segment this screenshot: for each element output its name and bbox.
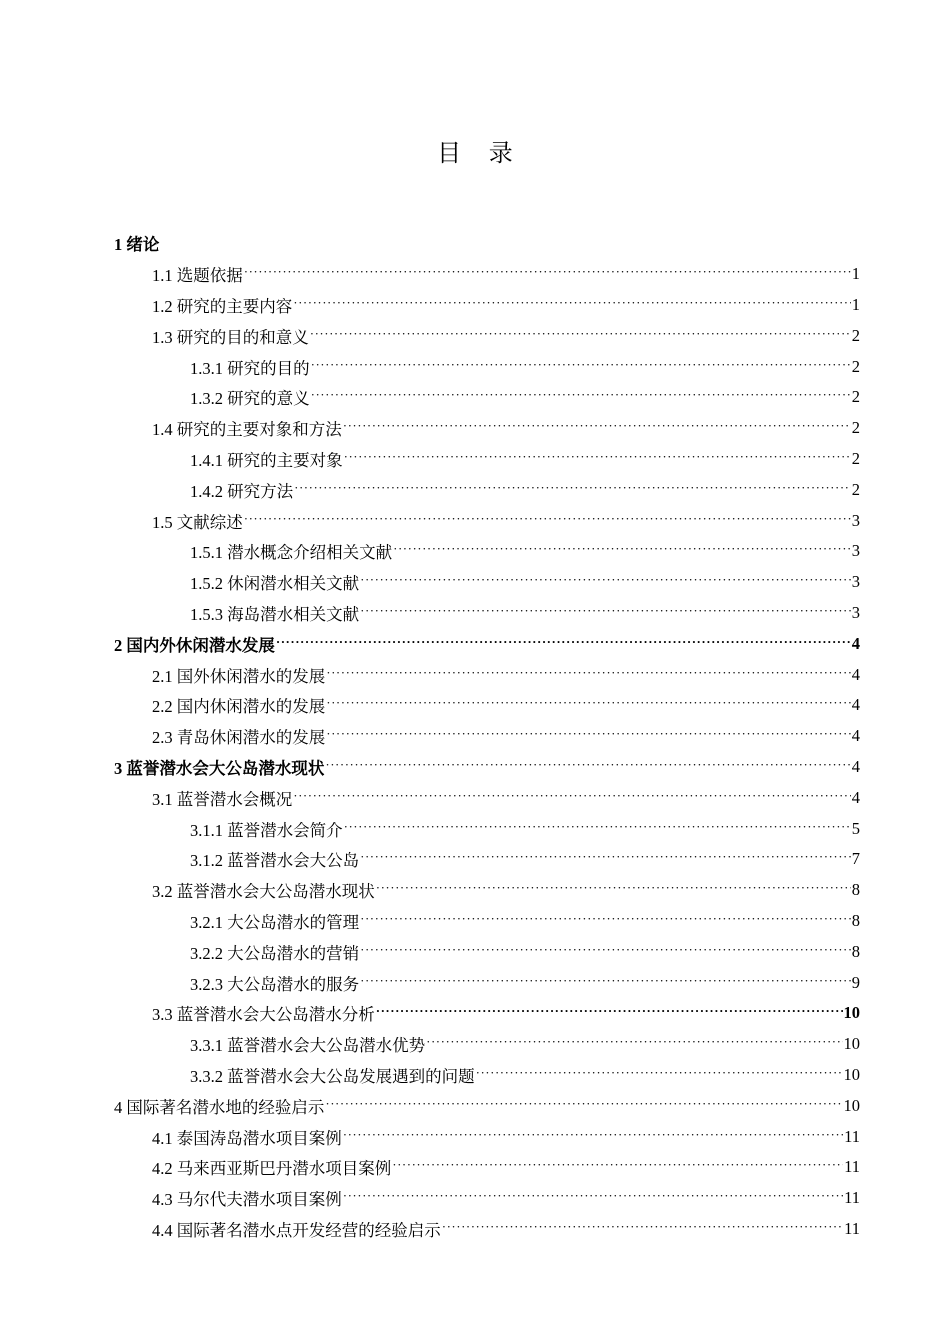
toc-dot-leader (310, 326, 851, 342)
toc-entry[interactable] (114, 906, 860, 937)
toc-entry-page: 11 (844, 1157, 860, 1177)
toc-dot-leader (326, 695, 851, 711)
toc-entry[interactable] (114, 628, 860, 659)
toc-dot-leader (343, 1188, 843, 1204)
toc-dot-leader (244, 264, 851, 280)
toc-entry-page: 4 (851, 787, 860, 807)
toc-entry-page: 4 (851, 726, 860, 746)
toc-entry-page: 7 (851, 849, 860, 869)
toc-entry-label: 1.5.3 海岛潜水相关文献 (190, 604, 360, 624)
toc-entry-page: 10 (843, 1003, 860, 1023)
toc-entry-label: 3.1.1 蓝誉潜水会简介 (190, 820, 343, 840)
toc-entry[interactable] (114, 351, 860, 382)
toc-entry[interactable] (114, 721, 860, 752)
toc-entry-label: 2.1 国外休闲潜水的发展 (152, 666, 326, 686)
toc-entry-page: 8 (851, 910, 860, 930)
toc-dot-leader (343, 418, 851, 434)
toc-dot-leader (360, 603, 851, 619)
toc-entry-page: 5 (851, 818, 860, 838)
toc-entry[interactable] (114, 936, 860, 967)
toc-entry[interactable] (114, 1121, 860, 1152)
toc-entry[interactable] (114, 259, 860, 290)
toc-entry[interactable] (114, 382, 860, 413)
toc-entry-label: 2.3 青岛休闲潜水的发展 (152, 728, 326, 748)
toc-entry-page: 10 (843, 1064, 860, 1084)
toc-entry[interactable] (114, 505, 860, 536)
toc-entry-page: 2 (851, 325, 860, 345)
toc-entry-label: 1.4.1 研究的主要对象 (190, 450, 343, 470)
toc-dot-leader (442, 1219, 843, 1235)
toc-entry[interactable] (114, 690, 860, 721)
toc-entry-page: 9 (851, 972, 860, 992)
toc-entry-label: 4.1 泰国涛岛潜水项目案例 (152, 1128, 342, 1148)
toc-dot-leader (294, 480, 851, 496)
toc-entry[interactable] (114, 998, 860, 1029)
toc-dot-leader (344, 449, 851, 465)
toc-dot-leader (360, 973, 851, 989)
toc-entry[interactable] (114, 659, 860, 690)
toc-entry[interactable] (114, 1090, 860, 1121)
toc-dot-leader (293, 295, 851, 311)
toc-dot-leader (360, 849, 851, 865)
toc-dot-leader (426, 1034, 842, 1050)
toc-entry-label: 4 国际著名潜水地的经验启示 (114, 1097, 325, 1117)
toc-entry-label: 4.4 国际著名潜水点开发经营的经验启示 (152, 1220, 441, 1240)
toc-entry-page: 1 (851, 264, 860, 284)
toc-entry[interactable] (114, 598, 860, 629)
toc-entry[interactable] (114, 290, 860, 321)
toc-entry-label: 2.2 国内休闲潜水的发展 (152, 697, 326, 717)
toc-entry-label: 3.3.1 蓝誉潜水会大公岛潜水优势 (190, 1036, 426, 1056)
toc-entry[interactable] (114, 1214, 860, 1245)
toc-entry-label: 3.3.2 蓝誉潜水会大公岛发展遇到的问题 (190, 1066, 475, 1086)
toc-entry-label: 3.2.3 大公岛潜水的服务 (190, 974, 360, 994)
toc-entry[interactable] (114, 1029, 860, 1060)
toc-dot-leader (343, 1127, 843, 1143)
toc-entry[interactable] (114, 752, 860, 783)
toc-entry-label: 1.4 研究的主要对象和方法 (152, 420, 342, 440)
toc-entry[interactable] (114, 782, 860, 813)
toc-dot-leader (311, 357, 851, 373)
toc-entry-page: 2 (851, 448, 860, 468)
toc-entry-label: 1.1 选题依据 (152, 266, 243, 286)
toc-dot-leader (344, 819, 851, 835)
toc-entry-page: 4 (851, 633, 860, 653)
toc-entry-page: 2 (851, 418, 860, 438)
toc-entry-page: 8 (851, 941, 860, 961)
toc-dot-leader (393, 541, 851, 557)
toc-entry[interactable] (114, 813, 860, 844)
toc-dot-leader (392, 1157, 843, 1173)
toc-dot-leader (360, 911, 851, 927)
toc-dot-leader (360, 942, 851, 958)
toc-entry-label: 3.2 蓝誉潜水会大公岛潜水现状 (152, 882, 375, 902)
toc-entry-label: 3.2.1 大公岛潜水的管理 (190, 912, 360, 932)
toc-entry[interactable] (114, 474, 860, 505)
toc-dot-leader (476, 1065, 843, 1081)
toc-entry-page: 4 (851, 664, 860, 684)
toc-entry-page: 3 (851, 602, 860, 622)
toc-entry-label: 1.5 文献综述 (152, 512, 243, 532)
toc-dot-leader (376, 1003, 843, 1019)
toc-entry-label: 3.3 蓝誉潜水会大公岛潜水分析 (152, 1005, 375, 1025)
toc-entry-page: 4 (851, 695, 860, 715)
toc-dot-leader (244, 511, 851, 527)
toc-entry-page: 1 (851, 294, 860, 314)
toc-entry-label: 3.2.2 大公岛潜水的营销 (190, 943, 360, 963)
toc-entry-page: 2 (851, 479, 860, 499)
toc-entry-page: 3 (851, 510, 860, 530)
toc-dot-leader (326, 665, 851, 681)
toc-entry-label: 3.1 蓝誉潜水会概况 (152, 789, 293, 809)
toc-entry-page: 4 (851, 756, 860, 776)
toc-entry[interactable] (114, 875, 860, 906)
toc-entry-label: 1.2 研究的主要内容 (152, 296, 293, 316)
toc-entry-page: 10 (843, 1095, 860, 1115)
toc-dot-leader (325, 757, 850, 773)
toc-entry[interactable] (114, 1183, 860, 1214)
toc-entry-page: 3 (851, 572, 860, 592)
toc-entry-page: 2 (851, 387, 860, 407)
toc-entry-label: 1.3.1 研究的目的 (190, 358, 310, 378)
toc-entry-label: 3 蓝誉潜水会大公岛潜水现状 (114, 758, 325, 778)
toc-entry-label: 1.4.2 研究方法 (190, 481, 294, 501)
toc-entry[interactable] (114, 967, 860, 998)
toc-dot-leader (326, 726, 851, 742)
toc-entry[interactable] (114, 1060, 860, 1091)
toc-entry-label: 1 绪论 (114, 235, 160, 255)
toc-entry[interactable] (114, 536, 860, 567)
toc-entry-page: 11 (844, 1126, 860, 1146)
toc-entry-page: 3 (851, 541, 860, 561)
toc-entry-page: 11 (844, 1188, 860, 1208)
toc-entry[interactable] (114, 844, 860, 875)
toc-entry[interactable] (114, 567, 860, 598)
toc-dot-leader (376, 880, 851, 896)
toc-entry-label: 1.3 研究的目的和意义 (152, 327, 309, 347)
toc-entry[interactable] (114, 228, 860, 259)
toc-entry-page: 8 (851, 880, 860, 900)
toc-dot-leader (325, 1096, 842, 1112)
toc-dot-leader (360, 572, 851, 588)
toc-entry[interactable] (114, 320, 860, 351)
toc-entry[interactable] (114, 413, 860, 444)
toc-entry-label: 3.1.2 蓝誉潜水会大公岛 (190, 851, 360, 871)
page-title: 目 录 (437, 139, 523, 167)
toc-entry-page: 10 (843, 1034, 860, 1054)
toc-entry-label: 4.3 马尔代夫潜水项目案例 (152, 1190, 342, 1210)
toc-entry-page: 2 (851, 356, 860, 376)
toc-entry-label: 1.3.2 研究的意义 (190, 389, 310, 409)
toc-entry[interactable] (114, 444, 860, 475)
toc-dot-leader (311, 387, 851, 403)
toc-entry[interactable] (114, 1152, 860, 1183)
toc-entry-page: 11 (844, 1218, 860, 1238)
toc-entry-label: 4.2 马来西亚斯巴丹潜水项目案例 (152, 1159, 392, 1179)
toc-dot-leader (276, 634, 851, 650)
toc-entry-label: 1.5.2 休闲潜水相关文献 (190, 574, 360, 594)
table-of-contents (114, 228, 860, 1244)
toc-entry-label: 1.5.1 潜水概念介绍相关文献 (190, 543, 393, 563)
toc-dot-leader (293, 788, 851, 804)
toc-entry-label: 2 国内外休闲潜水发展 (114, 635, 275, 655)
